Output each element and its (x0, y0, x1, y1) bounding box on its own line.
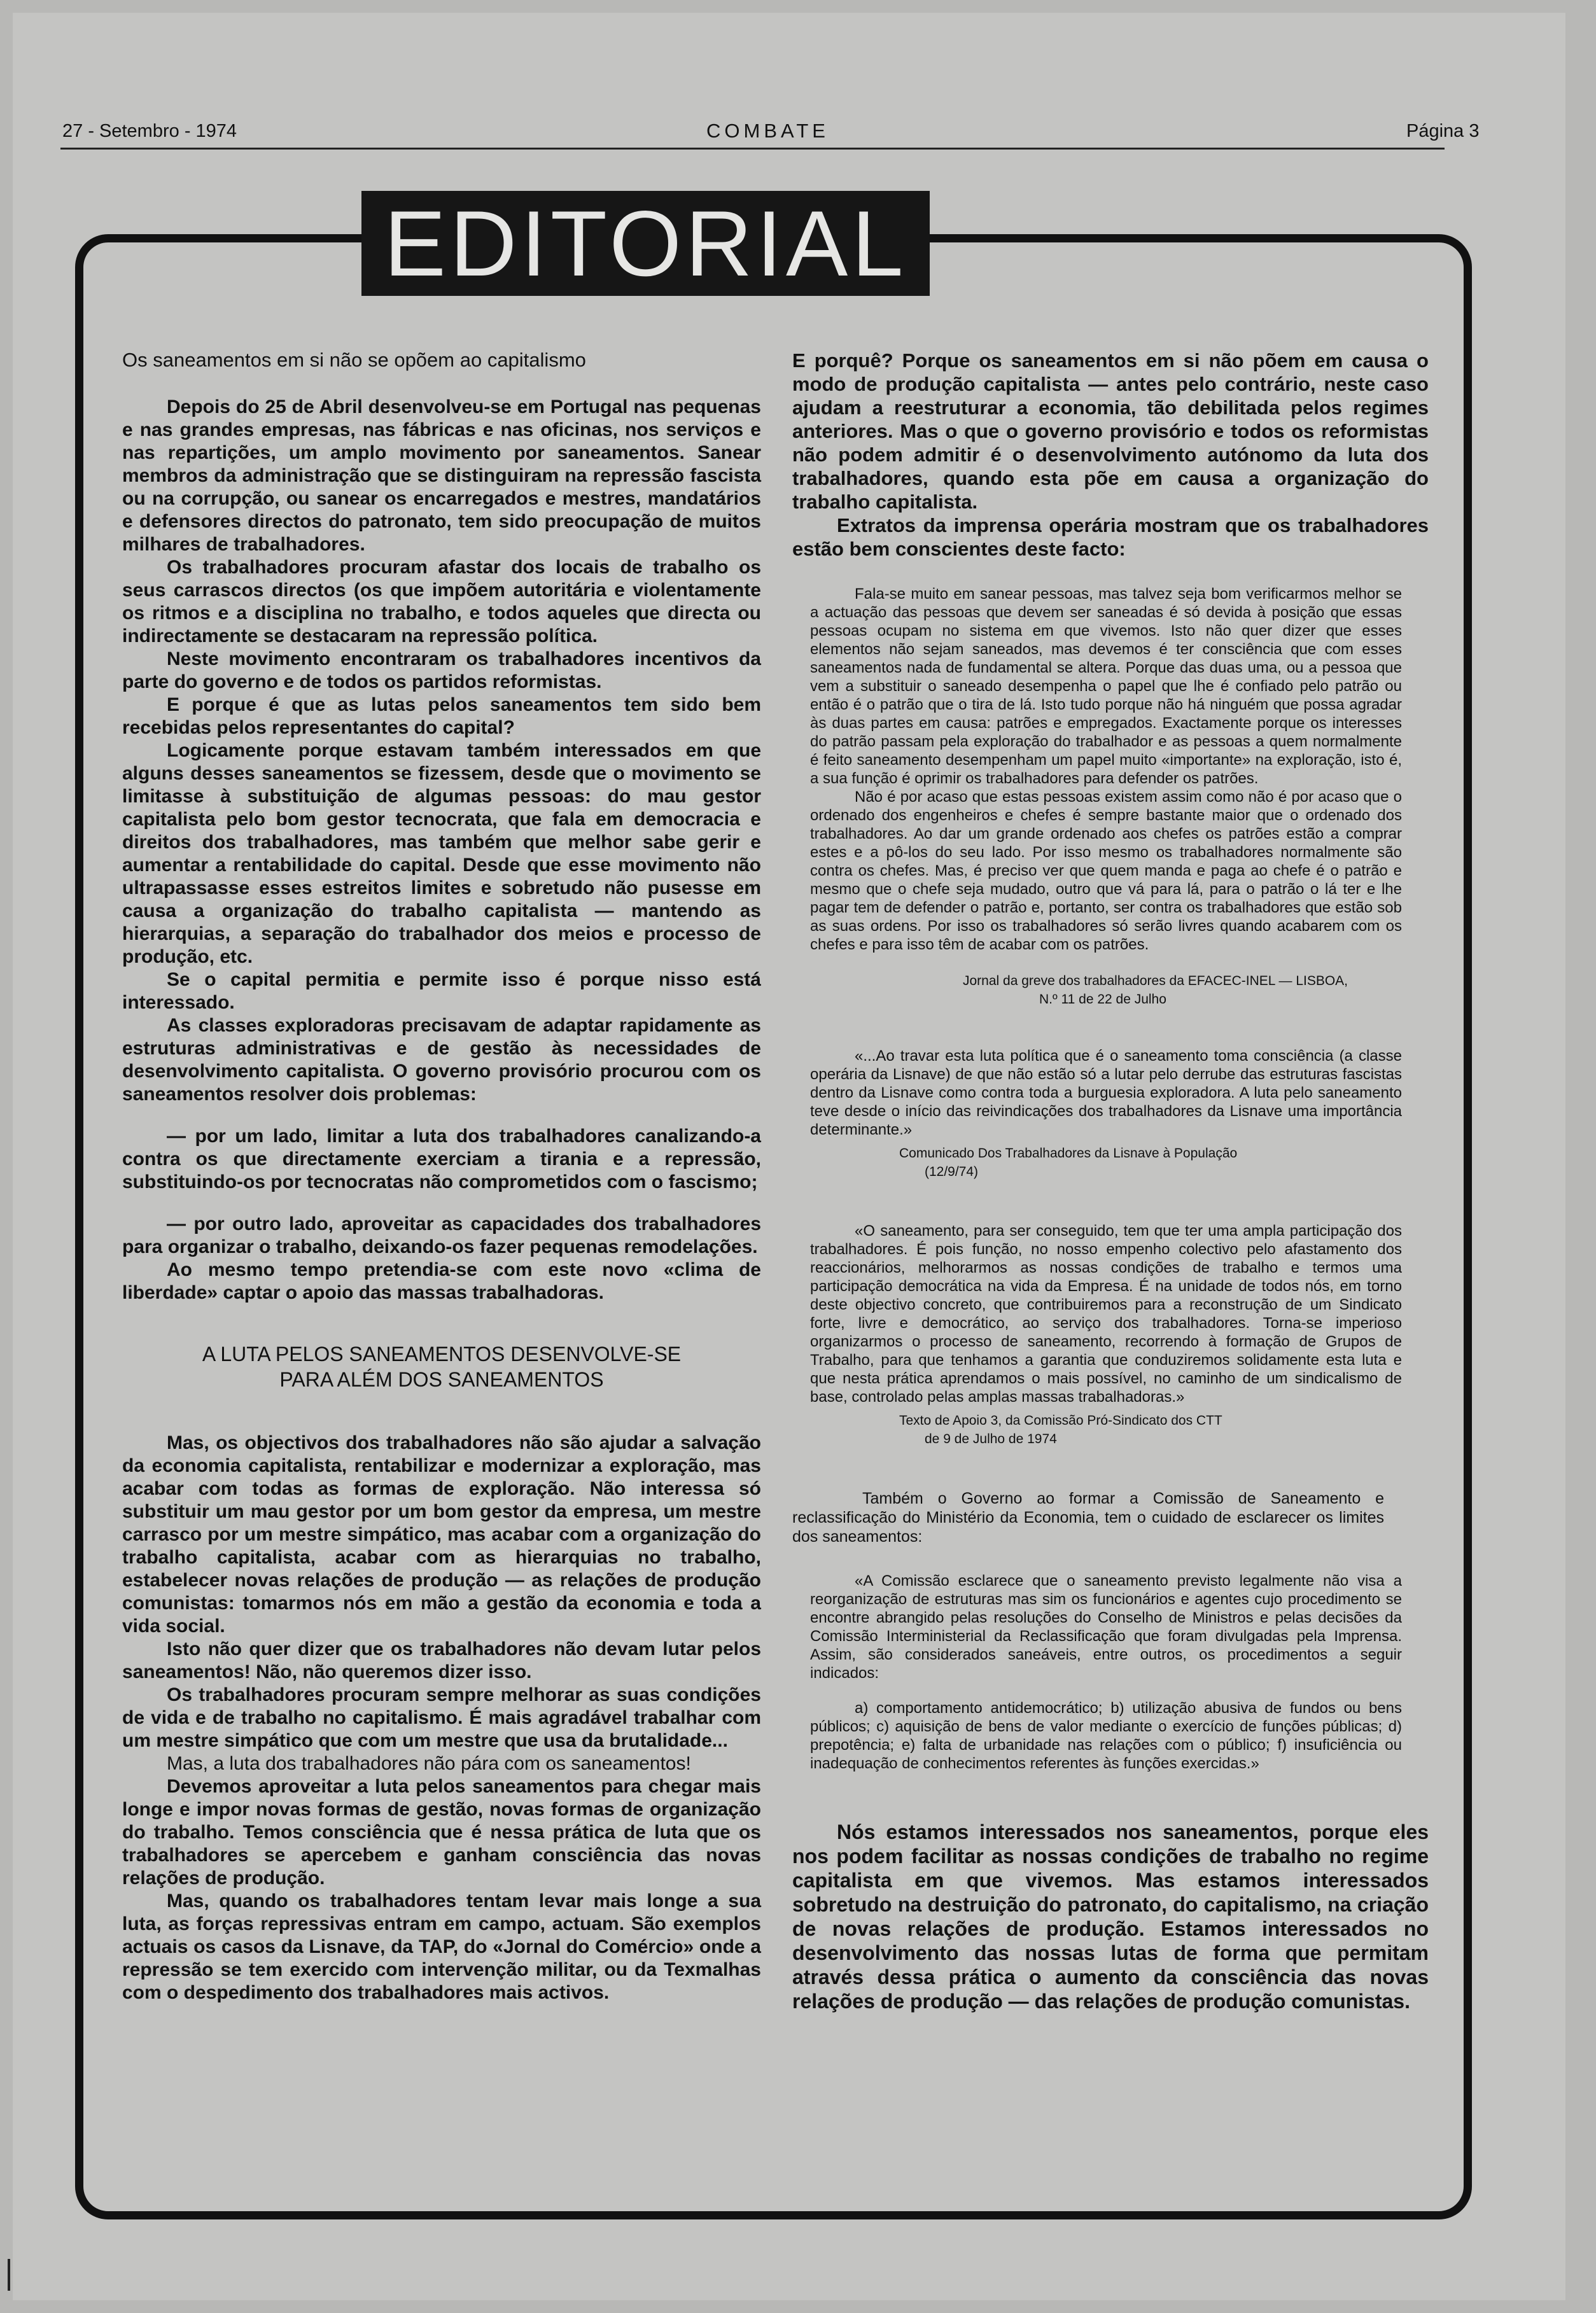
section-heading-line: A LUTA PELOS SANEAMENTOS DESENVOLVE-SE (202, 1343, 682, 1366)
paragraph: Ao mesmo tempo pretendia-se com este novo «clima de liberdade» captar o apoio das massas trabalhadoras. (122, 1259, 761, 1303)
paragraph: — por outro lado, aproveitar as capacidades dos trabalhadores para organizar o trabalho, deixando-os fazer pequenas remodelações. (122, 1213, 761, 1257)
quote-paragraph: a) comportamento antidemocrático; b) utilização abusiva de fundos ou bens públicos; c) aquisição de bens de valor mediante o exercício de funções públicas; d) prepotência; e) falta de urbanidade nas relações com o público; f) insuficiência ou inadequação de conhecimentos referentes às funções exercidas.» (810, 1700, 1402, 1772)
quote-paragraph: «O saneamento, para ser conseguido, tem que ter uma ampla participação dos trabalhadores. É pois função, no nosso empenho colectivo pelo afastamento dos reaccionários, melhorarmos as nossas condições de trabalho e termos uma participação democrática na vida da Empresa. É na unidade de todos nós, em torno deste objectivo concreto, que contribuiremos para a reconstrução de um Sindicato forte, livre e democrático, ao serviço dos trabalhadores. Torna-se imperioso organizarmos o processo de saneamento, recorrendo à formação de Grupos de Trabalho, para que tenhamos a garantia que conduziremos solidamente esta luta e que nesta prática aprendamos o mais possível, no caminho de um sindicalismo de base, controlado pelas amplas massas trabalhadoras.» (810, 1222, 1402, 1406)
publication-name: COMBATE (706, 120, 829, 142)
quote-source (899, 1411, 1402, 1448)
left-column (122, 349, 761, 2004)
source-line: Texto de Apoio 3, da Comissão Pró-Sindicato dos CTT (899, 1413, 1222, 1428)
scan-mark (8, 2259, 10, 2291)
section-heading-line: PARA ALÉM DOS SANEAMENTOS (279, 1368, 604, 1391)
section-heading (122, 1341, 761, 1392)
quote-paragraph: Não é por acaso que estas pessoas existem assim como não é por acaso que o ordenado dos engenheiros e chefes é sempre bastante maior que o ordenado dos trabalhadores. Ao dar um grande ordenado aos chefes os patrões estão a comprar estes e a pô-los do seu lado. Por isso mesmo os trabalhadores normalmente são contra os chefes. Mas, é preciso ver que quem manda e paga ao chefe é o patrão e mesmo que o chefe seja mudado, outro que vá para lá, para o patrão o lá ter e lhe pagar tem de defender o patrão e, portanto, ser contra os trabalhadores que estão sob as suas ordens. Por isso os trabalhadores só serão livres quando acabarem com os chefes e para isso têm de acabar com os patrões. (810, 788, 1402, 953)
paragraph: Devemos aproveitar a luta pelos saneamentos para chegar mais longe e impor novas formas de gestão, novas formas de organização do trabalho. Temos consciência que é nessa prática de luta que os trabalhadores se apercebem e ganham consciência das novas relações de produção. (122, 1776, 761, 1889)
source-line: N.º 11 de 22 de Julho (1039, 992, 1166, 1007)
source-line: (12/9/74) (925, 1164, 979, 1179)
article-subtitle: Os saneamentos em si não se opõem ao capitalismo (122, 349, 586, 371)
source-line: de 9 de Julho de 1974 (925, 1432, 1057, 1446)
paragraph: Mas, a luta dos trabalhadores não pára com os saneamentos! (167, 1753, 691, 1774)
paragraph: Os trabalhadores procuram sempre melhorar as suas condições de vida e de trabalho no capitalismo. É mais agradável trabalhar com um mestre simpático que com um mestre que usa da brutalidade... (122, 1684, 761, 1751)
paragraph: Depois do 25 de Abril desenvolveu-se em Portugal nas pequenas e nas grandes empresas, nas fábricas e nas oficinas, nos serviços e nas repartições, um amplo movimento por saneamentos. Sanear membros da administração que se distinguiram na repressão fascista ou na corrupção, ou sanear os encarregados e mestres, mandatários e defensores directos do patronato, tem sido preocupação de muitos milhares de trabalhadores. (122, 396, 761, 555)
quote-paragraph: Fala-se muito em sanear pessoas, mas talvez seja bom verificarmos melhor se a actuação das pessoas que devem ser saneadas é só devida à posição que essas pessoas ocupam no sistema em que vivemos. Isto não quer dizer que esses elementos não sejam saneados, mas devemos é ter consciência que com esses saneamentos nada de fundamental se altera. Porque das duas uma, ou a pessoa que vem a substituir o saneado desempenha o papel que lhe é confiado pelo patrão ou então é o patrão que o tira de lá. Isto tudo porque não há ninguém que possa agradar às duas partes em causa: patrões e empregados. Exactamente porque os interesses do patrão passam pela exploração do trabalhador e as pessoas a quem normalmente é feito saneamento desempenham um papel muito «importante» na exploração, isto é, a sua função é oprimir os trabalhadores para defender os patrões. (810, 585, 1402, 787)
press-extract (810, 1047, 1402, 1181)
paragraph: Isto não quer dizer que os trabalhadores não devam lutar pelos saneamentos! Não, não queremos dizer isso. (122, 1639, 761, 1682)
quote-source (899, 1144, 1402, 1181)
paragraph: Os trabalhadores procuram afastar dos locais de trabalho os seus carrascos directos (os que impõem autoritária e violentamente os ritmos e a disciplina no trabalho, e todos aqueles que directa ou indirectamente se destacaram na repressão política. (122, 557, 761, 646)
source-line: Jornal da greve dos trabalhadores da EFACEC-INEL — LISBOA, (963, 974, 1348, 988)
paragraph: Extratos da imprensa operária mostram que os trabalhadores estão bem conscientes deste facto: (792, 514, 1429, 560)
press-extract (810, 1572, 1402, 1773)
paragraph: Também o Governo ao formar a Comissão de Saneamento e reclassificação do Ministério da Economia, tem o cuidado de esclarecer os limites dos saneamentos: (792, 1490, 1384, 1546)
press-extract (810, 1222, 1402, 1448)
closing-paragraph: Nós estamos interessados nos saneamentos, porque eles nos podem facilitar as nossas condições de trabalho no regime capitalista em que vivemos. Mas estamos interessados sobretudo na destruição do patronato, do capitalismo, na criação de novas relações de produção. Estamos interessados no desenvolvimento das nossas lutas de forma que permitam através dessa prática o aumento da consciência das novas relações de produção — das relações de produção comunistas. (792, 1820, 1429, 2013)
source-line: Comunicado Dos Trabalhadores da Lisnave à População (899, 1146, 1238, 1161)
page-number: Página 3 (1406, 121, 1480, 141)
press-extract (810, 585, 1402, 1009)
paragraph: E porquê? Porque os saneamentos em si não põem em causa o modo de produção capitalista — antes pelo contrário, neste caso ajudam a reestruturar a economia, tão debilitada pelos regimes anteriores. Mas o que o governo provisório e todos os reformistas não podem admitir é o desenvolvimento autónomo da luta dos trabalhadores, quando esta põe em causa a organização do trabalho capitalista. (792, 349, 1429, 513)
issue-date: 27 - Setembro - 1974 (62, 121, 237, 141)
paragraph: Se o capital permitia e permite isso é porque nisso está interessado. (122, 969, 761, 1013)
right-column (792, 349, 1429, 2013)
quote-source (963, 972, 1402, 1009)
paragraph: As classes exploradoras precisavam de adaptar rapidamente as estruturas administrativas e de gestão às necessidades de desenvolvimento capitalista. O governo provisório procurou com os saneamentos resolver dois problemas: (122, 1015, 761, 1105)
paragraph: Neste movimento encontraram os trabalhadores incentivos da parte do governo e de todos os partidos reformistas. (122, 648, 761, 692)
paragraph: Mas, quando os trabalhadores tentam levar mais longe a sua luta, as forças repressivas entram em campo, actuam. São exemplos actuais os casos da Lisnave, da TAP, do «Jornal do Comércio» onde a repressão se tem exercido com intervenção militar, ou da Texmalhas com o despedimento dos trabalhadores mais activos. (122, 1890, 761, 2003)
paragraph: Mas, os objectivos dos trabalhadores não são ajudar a salvação da economia capitalista, rentabilizar e modernizar a exploração, mas acabar com todas as formas de exploração. Não interessa só substituir um mau gestor por um bom gestor da empresa, um mestre carrasco por um mestre simpático, mas acabar com a organização do trabalho capitalista, acabar com as hierarquias no trabalho, estabelecer novas relações de produção — as relações de produção comunistas: tomarmos nós em mão a gestão da economia e toda a vida social. (122, 1432, 761, 1637)
paragraph: Logicamente porque estavam também interessados em que alguns desses saneamentos se fizessem, desde que o movimento se limitasse à substituição de algumas pessoas: do mau gestor capitalista pelo bom gestor tecnocrata, que fala em democracia e direitos dos trabalhadores, mas também que melhor sabe gerir e aumentar a rentabilidade do capital. Desde que esse movimento não ultrapassasse esses estreitos limites e sobretudo não pusesse em causa a organização do trabalho capitalista — mantendo as hierarquias, a separação do trabalhador dos meios e processo de produção, etc. (122, 740, 761, 967)
editorial-badge: EDITORIAL (361, 191, 930, 296)
quote-paragraph: «...Ao travar esta luta política que é o saneamento toma consciência (a classe operária da Lisnave) de que não estão só a lutar pelo derrube das estruturas fascistas dentro da Lisnave como contra toda a burguesia exploradora. A luta pelo saneamento teve desde o início das reivindicações dos trabalhadores da Lisnave uma importância determinante.» (810, 1047, 1402, 1138)
header-rule (60, 148, 1445, 150)
paragraph: — por um lado, limitar a luta dos trabalhadores canalizando-a contra os que directamente exerciam a tirania e a repressão, substituindo-os por tecnocratas não comprometidos com o fascismo; (122, 1126, 761, 1192)
paragraph: E porque é que as lutas pelos saneamentos tem sido bem recebidas pelos representantes do capital? (122, 694, 761, 738)
quote-paragraph: «A Comissão esclarece que o saneamento previsto legalmente não visa a reorganização de estruturas mas sim os funcionários e agentes cujo procedimento se encontre abrangido pelas resoluções do Conselho de Ministros e pelas decisões da Comissão Interministerial da Reclassificação que foram divulgadas pela Imprensa. Assim, são considerados saneáveis, entre outros, os procedimentos a seguir indicados: (810, 1572, 1402, 1682)
